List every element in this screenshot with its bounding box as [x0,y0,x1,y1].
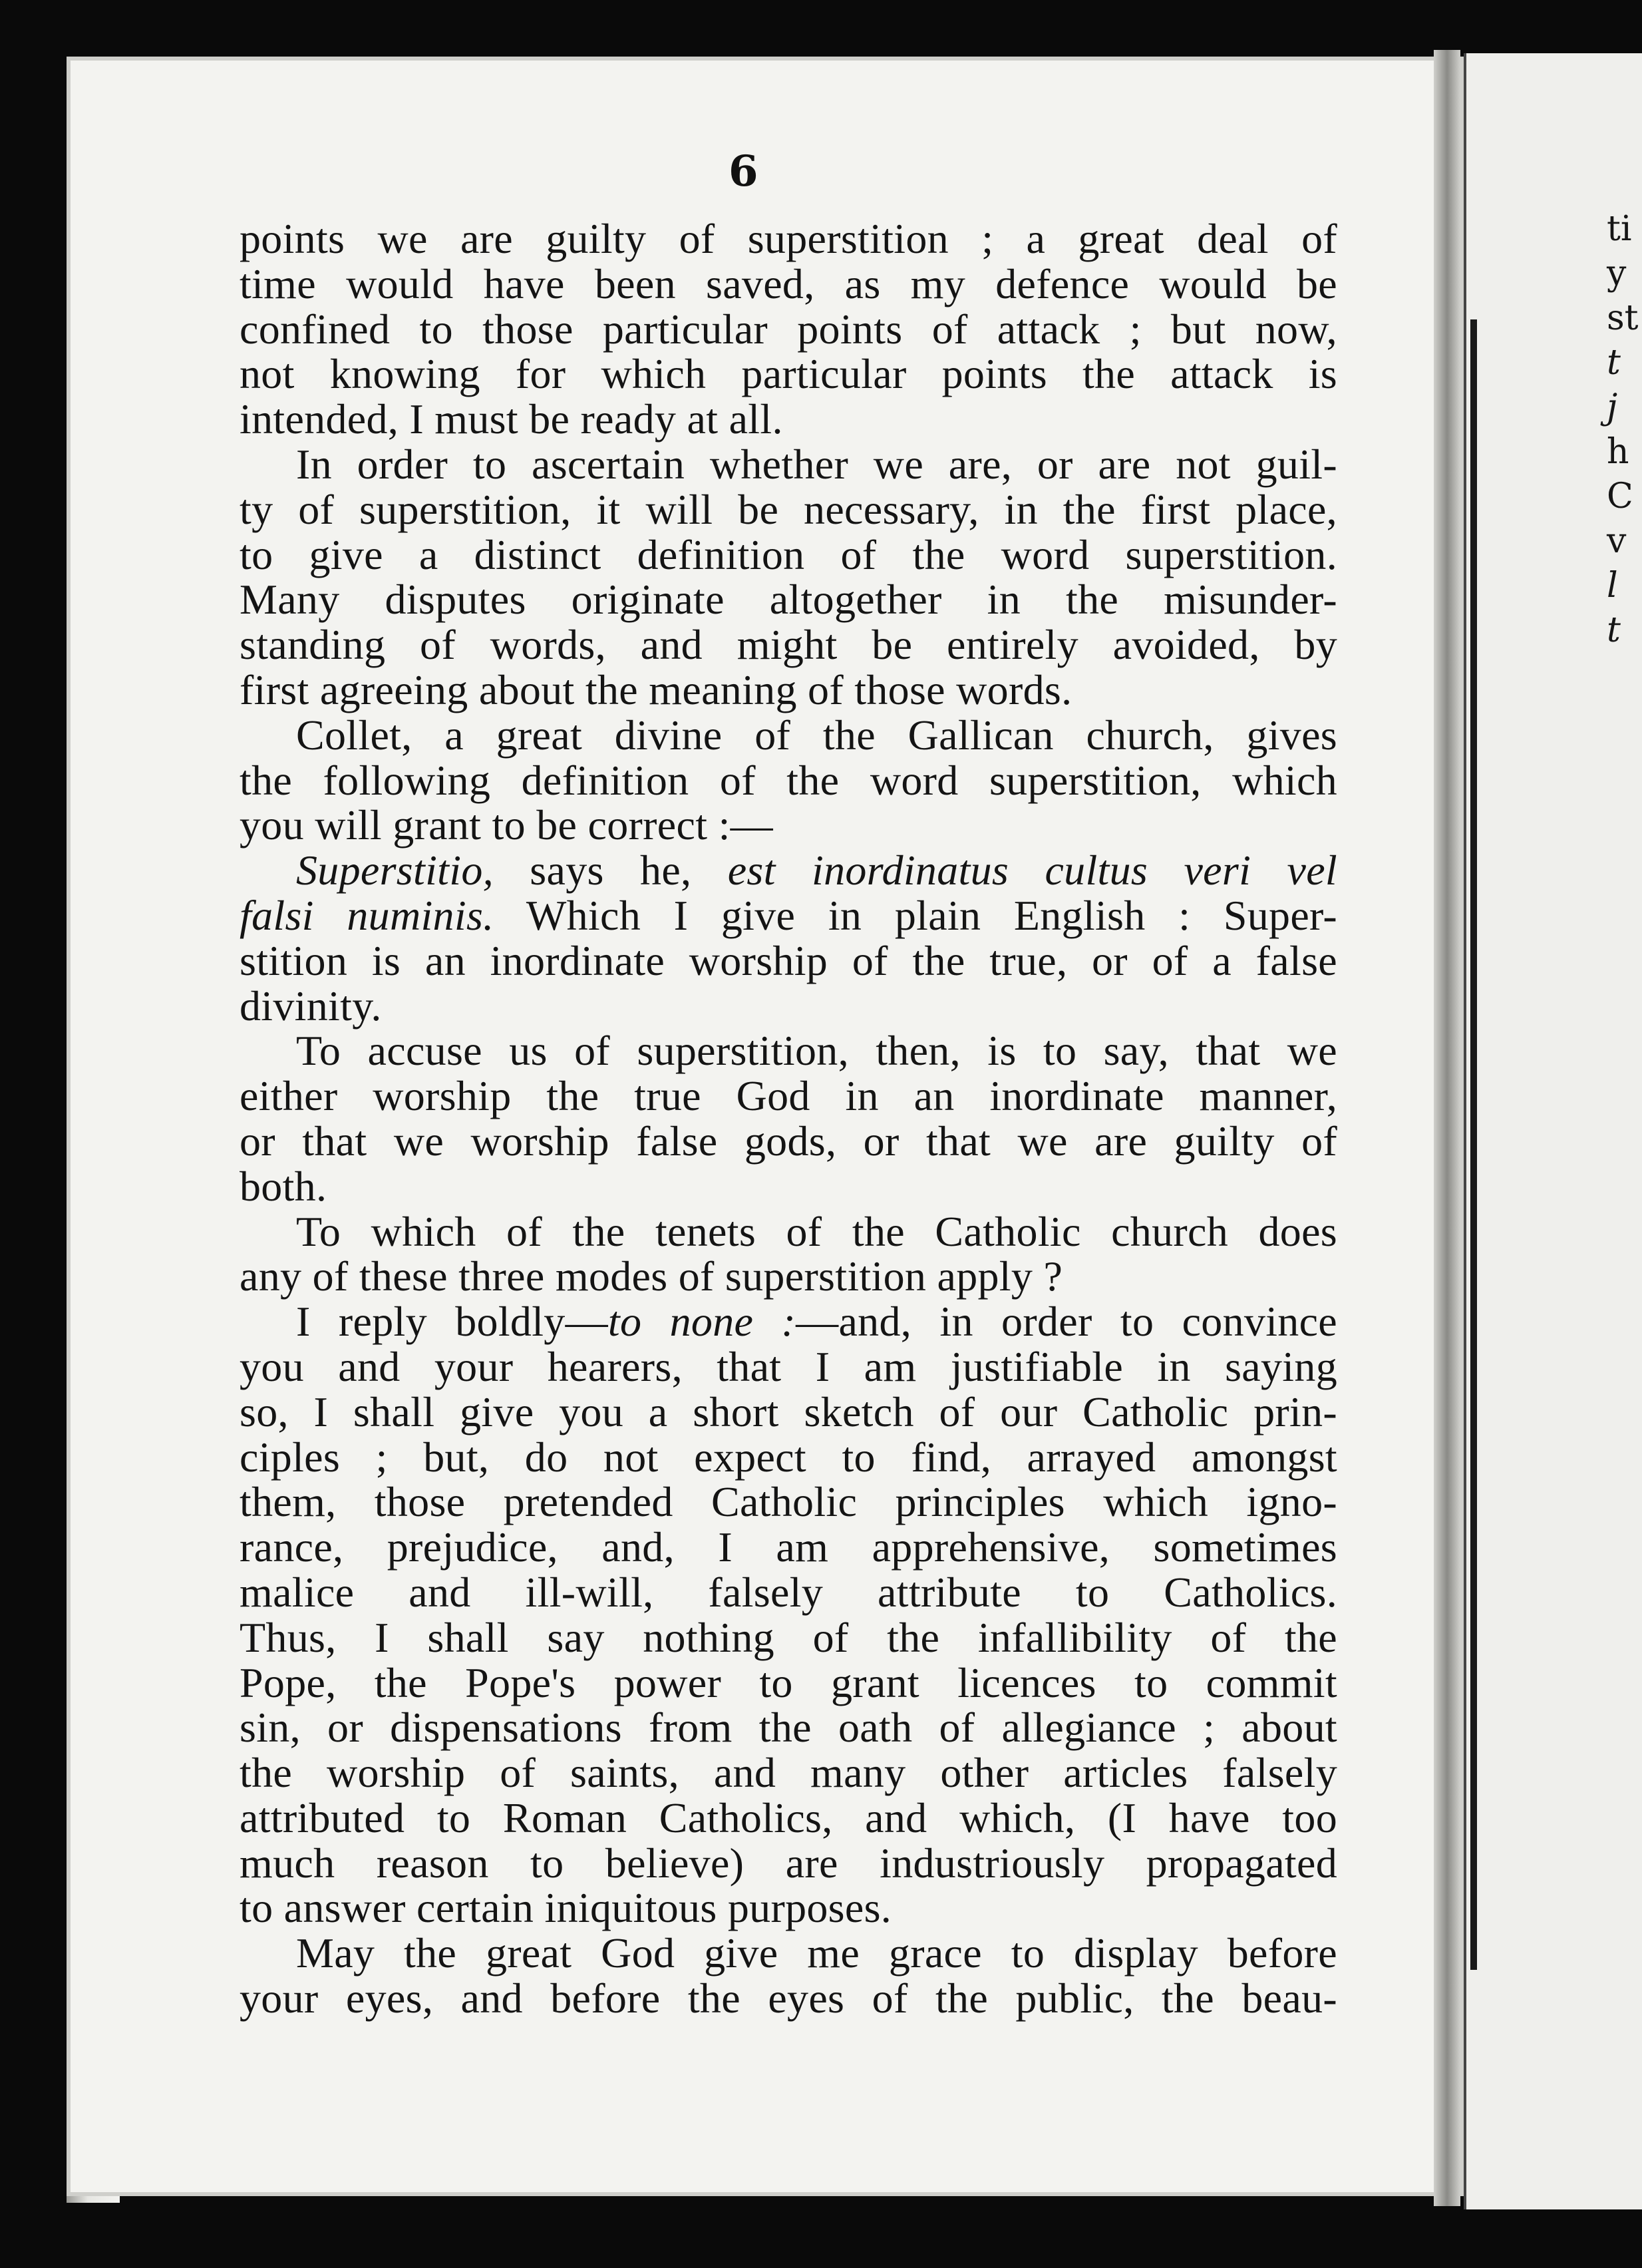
text-line: To accuse us of superstition, then, is to say, that we [296,1027,1337,1075]
text-run: I reply boldly— [296,1298,608,1346]
text-line: ty of superstition, it will be necessary, in the first place, [240,485,1337,533]
text-line [240,893,1337,938]
text-line: To which of the tenets of the Catholic church does [296,1207,1337,1255]
text-line: attributed to Roman Catholics, and which, (I have too [240,1794,1337,1841]
text-line [240,1299,1337,1344]
text-line: standing of words, and might be entirely avoided, by [240,621,1337,669]
text-run: —and, in order to convince [796,1298,1337,1346]
text-line: sin, or dispensations from the oath of allegiance ; about [240,1704,1337,1752]
text-line: points we are guilty of superstition ; a great deal of [240,215,1337,262]
adjacent-page-fragment: l [1607,566,1618,606]
text-line: to give a distinct definition of the word superstition. [240,530,1337,578]
latin-quote: falsi numinis. [240,891,494,939]
text-line: divinity. [240,982,382,1030]
paragraph-4 [240,848,1337,1028]
paragraph-1 [240,216,1337,442]
text-line: to answer certain iniquitous purposes. [240,1884,892,1932]
paragraph-7 [240,1299,1337,1931]
body-text [240,216,1337,2021]
paragraph-8 [240,1931,1337,2021]
latin-term: Superstitio, [296,847,494,894]
text-line: confined to those particular points of attack ; but now, [240,305,1337,353]
text-line: your eyes, and before the eyes of the public, the beau- [240,1975,1337,2022]
adjacent-page-fragment: j [1607,387,1618,427]
emphasis: to none : [607,1298,796,1346]
text-line: the worship of saints, and many other articles falsely [240,1749,1337,1797]
text-line: time would have been saved, as my defence would be [240,260,1337,307]
text-line: or that we worship false gods, or that we are guilty of [240,1117,1337,1165]
adjacent-page-fragment: st [1607,298,1639,338]
adjacent-page-fragment: v [1607,521,1627,561]
adjacent-page-fragment: ti [1607,209,1632,249]
text-run: Which I give in plain English : Super- [494,891,1337,939]
paragraph-6 [240,1209,1337,1300]
paragraph-2 [240,442,1337,713]
text-line: not knowing for which particular points the attack is [240,350,1337,398]
text-line: stition is an inordinate worship of the true, or of a false [240,936,1337,984]
text-line: Collet, a great divine of the Gallican church, gives [296,711,1337,759]
text-line: Many disputes originate altogether in the misunder- [240,576,1337,624]
adjacent-page-fragment: y [1607,254,1627,293]
text-line: intended, I must be ready at all. [240,395,783,443]
text-line: malice and ill-will, falsely attribute to Catholics. [240,1568,1337,1616]
text-line: In order to ascertain whether we are, or are not guil- [296,440,1337,488]
text-line: rance, prejudice, and, I am apprehensive, sometimes [240,1523,1337,1571]
text-line [240,848,1337,893]
adjacent-page-fragment: C [1607,476,1633,516]
text-line: either worship the true God in an inordinate manner, [240,1072,1337,1120]
text-run: says he, [493,847,728,894]
book-gutter [1434,50,1460,2206]
adjacent-page-fragment: t [1607,343,1621,383]
latin-quote: est inordinatus cultus veri vel [727,847,1337,894]
text-line: much reason to believe) are industriously propagated [240,1839,1337,1887]
text-line: first agreeing about the meaning of those words. [240,665,1072,713]
binding-thread [1470,319,1477,1970]
text-line: both. [240,1162,327,1210]
adjacent-page-fragment: h [1607,432,1629,472]
text-line: Thus, I shall say nothing of the infallibility of the [240,1613,1337,1661]
text-line: any of these three modes of superstition apply ? [240,1252,1063,1300]
text-line: Pope, the Pope's power to grant licences to commit [240,1658,1337,1706]
text-line: them, those pretended Catholic principles which igno- [240,1478,1337,1526]
page-number: 6 [729,146,758,196]
text-line: the following definition of the word superstition, which [240,756,1337,804]
text-line: so, I shall give you a short sketch of our Catholic prin- [240,1388,1337,1435]
adjacent-page-fragment: t [1607,610,1621,650]
text-line: you will grant to be correct :— [240,801,773,849]
paragraph-5 [240,1028,1337,1209]
text-line: ciples ; but, do not expect to find, arrayed amongst [240,1433,1337,1481]
paragraph-3 [240,713,1337,848]
text-line: May the great God give me grace to display before [296,1929,1337,1977]
text-line: you and your hearers, that I am justifiable in saying [240,1342,1337,1390]
